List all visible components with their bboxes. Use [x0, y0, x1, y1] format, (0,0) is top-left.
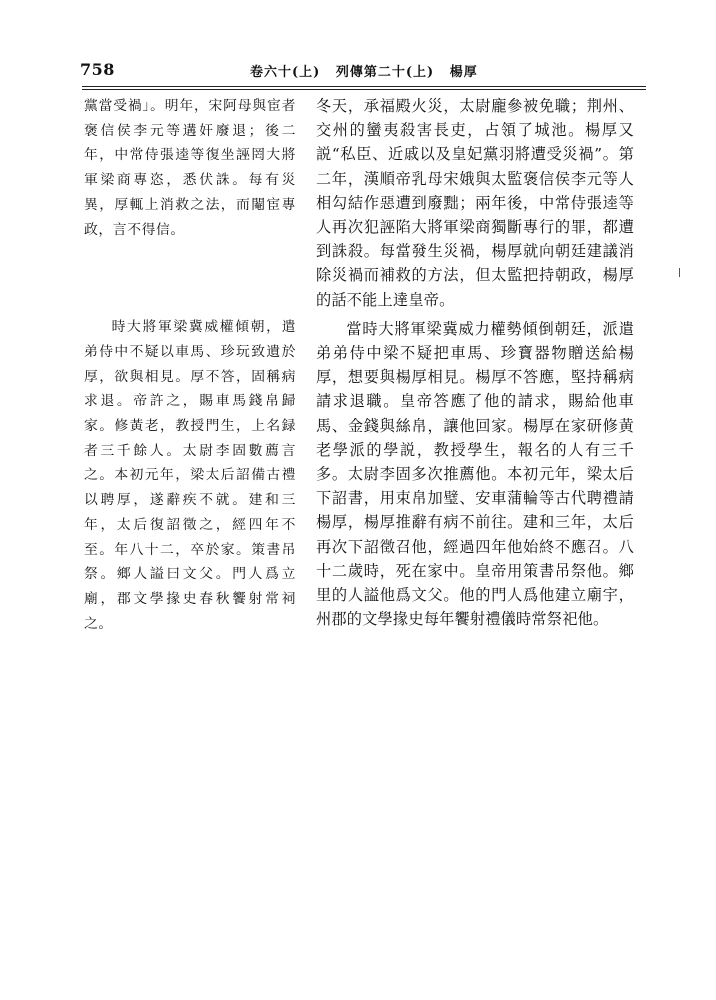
header-rule-thin — [82, 89, 646, 90]
header-chapter: 列傳第二十(上) — [335, 65, 435, 80]
translation-column — [316, 94, 634, 631]
running-header — [250, 61, 488, 80]
header-volume: 卷六十(上) — [250, 65, 321, 80]
translation-paragraph-2: 當時大將軍梁冀威力權勢傾倒朝廷，派遣弟弟侍中梁不疑把車馬、珍寶器物贈送給楊厚，想要與楊厚相見。楊厚不答應，堅持稱病請求退職。皇帝答應了他的請求，賜給他車馬、金錢與絲帛，讓他回家。楊厚在家研修黄老學派的學説，教授學生，報名的人有三千多。太尉李固多次推薦他。本初元年，梁太后下詔書，用束帛加璧、安車蒲輪等古代聘禮請楊厚，楊厚推辭有病不前往。建和三年，太后再次下詔徵召他，經過四年他始終不應召。八十二歲時，死在家中。皇帝用策書吊祭他。鄉里的人謚他爲文父。他的門人爲他建立廟宇，州郡的文學掾史每年饗射禮儀時常祭祀他。 — [316, 319, 634, 629]
classical-text-column — [84, 94, 296, 636]
header-rule — [82, 86, 646, 87]
classical-paragraph-2: 時大將軍梁冀威權傾朝，遣弟侍中不疑以車馬、珍玩致遺於厚，欲與相見。厚不答，固稱病求退。帝許之，賜車馬錢帛歸家。修黃老，教授門生，上名録者三千餘人。太尉李固數薦言之。本初元年，梁太后詔備古禮以聘厚，遂辭疾不就。建和三年，太后復詔徵之，經四年不至。年八十二，卒於家。策書吊祭。鄉人謚曰文父。門人爲立廟，郡文學掾史春秋饗射常祠之。 — [84, 319, 296, 632]
page-number: 758 — [80, 60, 115, 79]
translation-paragraph-1: 冬天，承福殿火災，太尉龐參被免職；荆州、交州的蠻夷殺害長吏，占領了城池。楊厚又説“私臣、近戚以及皇妃黨羽將遭受災禍”。第二年，漢順帝乳母宋娥與太監褒信侯李元等人相勾結作惡遭到廢黜；兩年後，中常侍張逵等人再次犯誣陷大將軍梁商獨斷專行的罪，都遭到誅殺。每當發生災禍，楊厚就向朝廷建議消除災禍而補救的方法，但太監把持朝政，楊厚的話不能上達皇帝。 — [316, 97, 634, 309]
classical-paragraph-1: 黨當受禍」。明年，宋阿母與宦者褒信侯李元等遘奸廢退；後二年，中常侍張逵等復坐誣罔大將軍梁商專恣，悉伏誅。每有災異，厚輒上消救之法，而閹宦專政，言不得信。 — [84, 98, 296, 238]
margin-mark — [679, 268, 680, 277]
header-subject: 楊厚 — [449, 65, 478, 80]
